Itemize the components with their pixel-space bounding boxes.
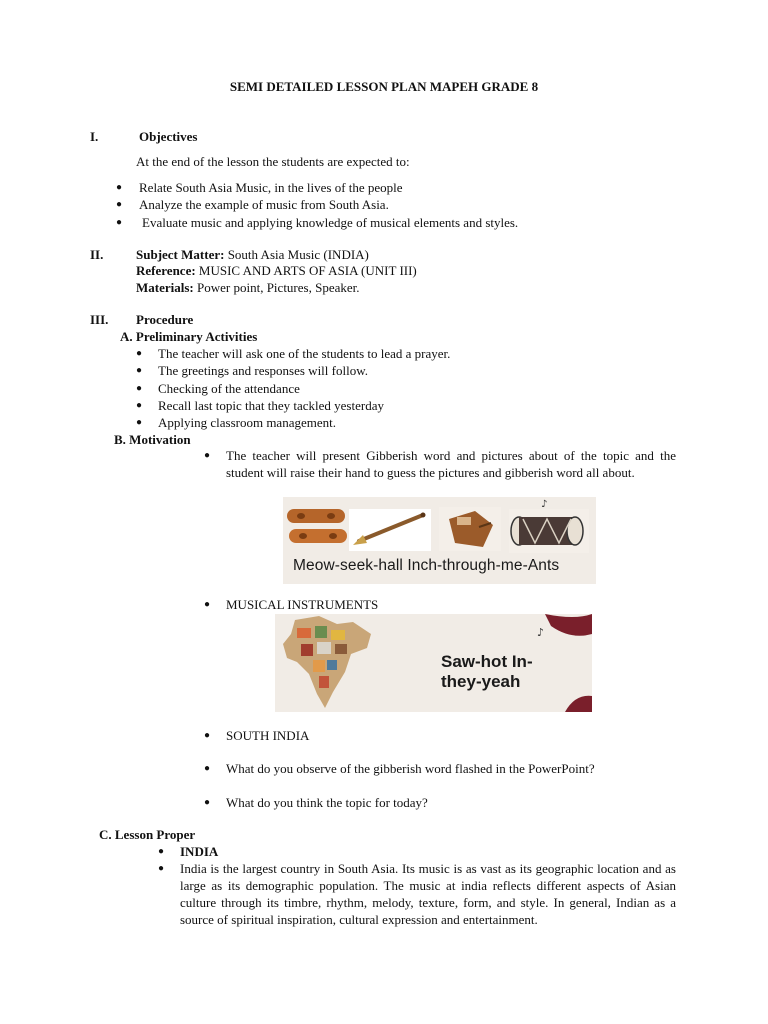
decorative-shape [565,696,592,712]
bullet-icon: ● [116,217,123,228]
decorative-shape [545,614,592,636]
motivation-text: The teacher will present Gibberish word and pictures about of the topic and the student will raise their hand to guess the pictures and gibberish word all about. [226,448,676,480]
motivation-heading: B. Motivation [114,432,191,447]
lesson-paragraph: India is the largest country in South Asia. Its music is as vast as its geographic location and as large as its demographic population. The music at india reflects different aspects of Asian culture through its timbre, rhythm, melody, texture, form, and style. In general, Indian as a source of spiritual inspiration, cultural expression and entertainment. [180,861,676,927]
bullet-icon: ● [136,348,143,359]
subject-label: Subject Matter: [136,247,225,262]
music-note-icon: ♪ [537,626,545,639]
bullet-icon: ● [136,400,143,411]
subject-value: South Asia Music (INDIA) [227,247,369,262]
answer-south-india: SOUTH INDIA [226,728,310,743]
section-numeral-procedure: III. [90,312,109,327]
shehnai-icon [349,509,431,551]
preliminary-item: The greetings and responses will follow. [158,363,368,378]
page-title: SEMI DETAILED LESSON PLAN MAPEH GRADE 8 [229,79,539,94]
question-observe: What do you observe of the gibberish word flashed in the PowerPoint? [226,761,595,776]
bullet-icon: ● [158,863,165,874]
reference-value: MUSIC AND ARTS OF ASIA (UNIT III) [198,263,417,278]
india-map-illustration [275,614,592,712]
bullet-icon: ● [136,383,143,394]
objective-item: Analyze the example of music from South Asia. [139,197,389,212]
preliminary-item: Applying classroom management. [158,415,336,430]
dholak-drum-icon [509,509,589,553]
harmonium-icon [439,507,501,551]
reference-line [136,262,417,279]
slide-caption-2-line-2: they-yeah [441,672,521,691]
wooden-clappers-icon [287,509,347,543]
bullet-icon: ● [204,730,211,741]
materials-line [136,279,360,296]
question-topic: What do you think the topic for today? [226,795,428,810]
section-numeral-subject: II. [90,247,104,262]
india-map-slide-image [275,614,592,712]
bullet-icon: ● [136,417,143,428]
bullet-icon: ● [204,450,211,461]
slide-caption-2-line-1: Saw-hot In- [441,652,533,671]
preliminary-item: Checking of the attendance [158,381,300,396]
instruments-slide-image [283,497,596,584]
bullet-icon: ● [204,763,211,774]
section-numeral-objectives: I. [90,129,99,144]
objective-item: Evaluate music and applying knowledge of musical elements and styles. [142,215,519,230]
bullet-icon: ● [136,365,143,376]
objective-item: Relate South Asia Music, in the lives of the people [139,180,403,195]
preliminary-heading: A. Preliminary Activities [120,329,258,344]
preliminary-item: Recall last topic that they tackled yesterday [158,398,384,413]
lesson-proper-heading: C. Lesson Proper [99,827,196,842]
bullet-icon: ● [116,199,123,210]
bullet-icon: ● [204,797,211,808]
subject-matter-line [136,246,369,263]
bullet-icon: ● [116,182,123,193]
music-note-icon: ♪ [541,499,548,510]
answer-musical-instruments: MUSICAL INSTRUMENTS [226,597,379,612]
preliminary-item: The teacher will ask one of the students to lead a prayer. [158,346,451,361]
materials-value: Power point, Pictures, Speaker. [197,280,360,295]
bullet-icon: ● [204,599,211,610]
materials-label: Materials: [136,280,194,295]
objectives-intro: At the end of the lesson the students are expected to: [136,154,410,169]
slide-caption-1: Meow-seek-hall Inch-through-me-Ants [293,557,560,574]
bullet-icon: ● [158,846,165,857]
india-map-icon [283,616,371,708]
reference-label: Reference: [136,263,196,278]
procedure-heading: Procedure [136,312,194,327]
lesson-topic: INDIA [180,844,219,859]
objectives-heading: Objectives [139,129,198,144]
